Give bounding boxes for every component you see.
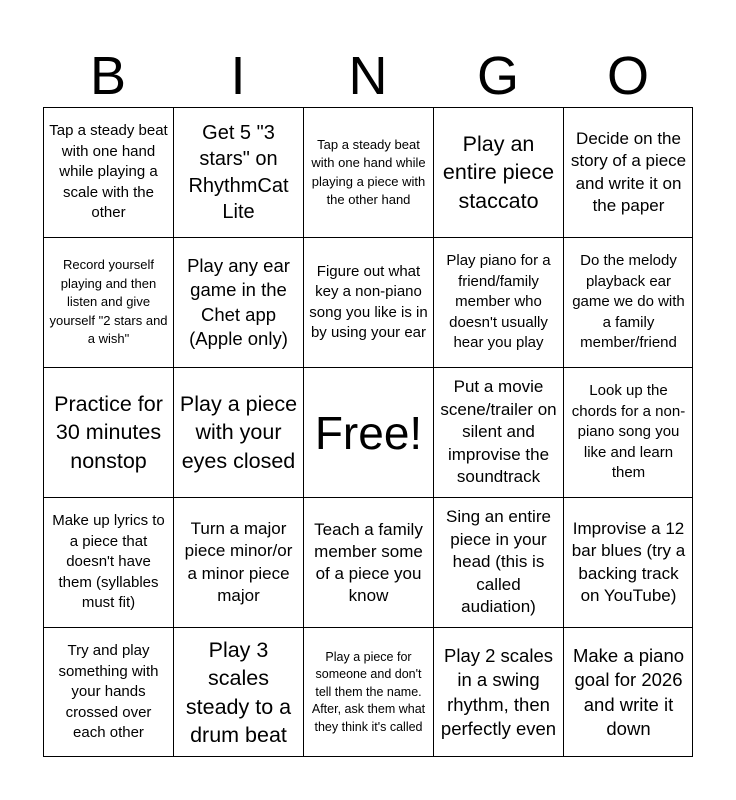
cell-text: Play 3 scales steady to a drum beat [185, 637, 292, 747]
header-letter-b: B [89, 46, 127, 106]
bingo-cell[interactable] [433, 367, 563, 497]
bingo-cell[interactable] [433, 237, 563, 367]
header-letter-g: G [476, 46, 519, 106]
bingo-cell[interactable] [43, 107, 173, 237]
header-letter-n: N [348, 46, 388, 106]
free-space[interactable] [303, 367, 433, 497]
bingo-cell[interactable] [433, 107, 563, 237]
cell-text: Decide on the story of a piece and write it on the paper [570, 128, 687, 215]
bingo-cell[interactable] [173, 237, 303, 367]
cell-text: Get 5 "3 stars" on RhythmCat Lite [188, 121, 289, 223]
cell-text: Put a movie scene/trailer on silent and improvise the soundtrack [440, 377, 557, 487]
cell-text: Play any ear game in the Chet app (Apple only) [187, 254, 290, 349]
cell-text: Practice for 30 minutes nonstop [54, 391, 163, 473]
bingo-cell[interactable] [173, 107, 303, 237]
cell-text: Make up lyrics to a piece that doesn't have them (syllables must fit) [52, 512, 165, 612]
bingo-cell[interactable] [433, 627, 563, 757]
free-space-label: Free! [314, 406, 423, 459]
cell-text: Do the melody playback ear game we do with a family member/friend [572, 252, 685, 352]
bingo-cell[interactable] [43, 237, 173, 367]
cell-text: Play a piece for someone and don't tell them the name. After, ask them what they think it's called [311, 649, 426, 734]
cell-text: Turn a major piece minor/or a minor piece major [184, 518, 293, 605]
bingo-cell[interactable] [173, 627, 303, 757]
cell-text: Record yourself playing and then listen and give yourself "2 stars and a wish" [49, 257, 168, 347]
bingo-cell[interactable] [563, 367, 693, 497]
bingo-cell[interactable] [173, 497, 303, 627]
bingo-header [43, 44, 693, 108]
bingo-cell[interactable] [43, 627, 173, 757]
bingo-grid [43, 107, 693, 757]
bingo-cell[interactable] [563, 627, 693, 757]
header-letter-o: O [606, 46, 649, 106]
bingo-cell[interactable] [303, 107, 433, 237]
cell-text: Play 2 scales in a swing rhythm, then perfectly even [440, 644, 557, 739]
cell-text: Play an entire piece staccato [442, 131, 555, 213]
header-letter-i: I [230, 46, 246, 106]
bingo-cell[interactable] [173, 367, 303, 497]
cell-text: Tap a steady beat with one hand while playing a scale with the other [49, 122, 168, 222]
bingo-cell[interactable] [43, 497, 173, 627]
bingo-cell[interactable] [303, 627, 433, 757]
bingo-cell[interactable] [433, 497, 563, 627]
cell-text: Look up the chords for a non-piano song you like and learn them [571, 382, 686, 482]
cell-text: Figure out what key a non-piano song you like is in by using your ear [309, 262, 428, 341]
cell-text: Teach a family member some of a piece you know [314, 519, 423, 605]
cell-text: Try and play something with your hands crossed over each other [58, 642, 159, 742]
cell-text: Play a piece with your eyes closed [179, 391, 298, 473]
cell-text: Sing an entire piece in your head (this is called audiation) [446, 507, 551, 617]
bingo-cell[interactable] [43, 367, 173, 497]
bingo-cell[interactable] [303, 497, 433, 627]
bingo-cell[interactable] [303, 237, 433, 367]
cell-text: Tap a steady beat with one hand while playing a piece with the other hand [311, 136, 426, 207]
bingo-cell[interactable] [563, 237, 693, 367]
cell-text: Make a piano goal for 2026 and write it down [572, 644, 685, 739]
cell-text: Improvise a 12 bar blues (try a backing track on YouTube) [571, 518, 686, 605]
cell-text: Play piano for a friend/family member who doesn't usually hear you play [446, 252, 551, 352]
bingo-cell[interactable] [563, 107, 693, 237]
bingo-cell[interactable] [563, 497, 693, 627]
